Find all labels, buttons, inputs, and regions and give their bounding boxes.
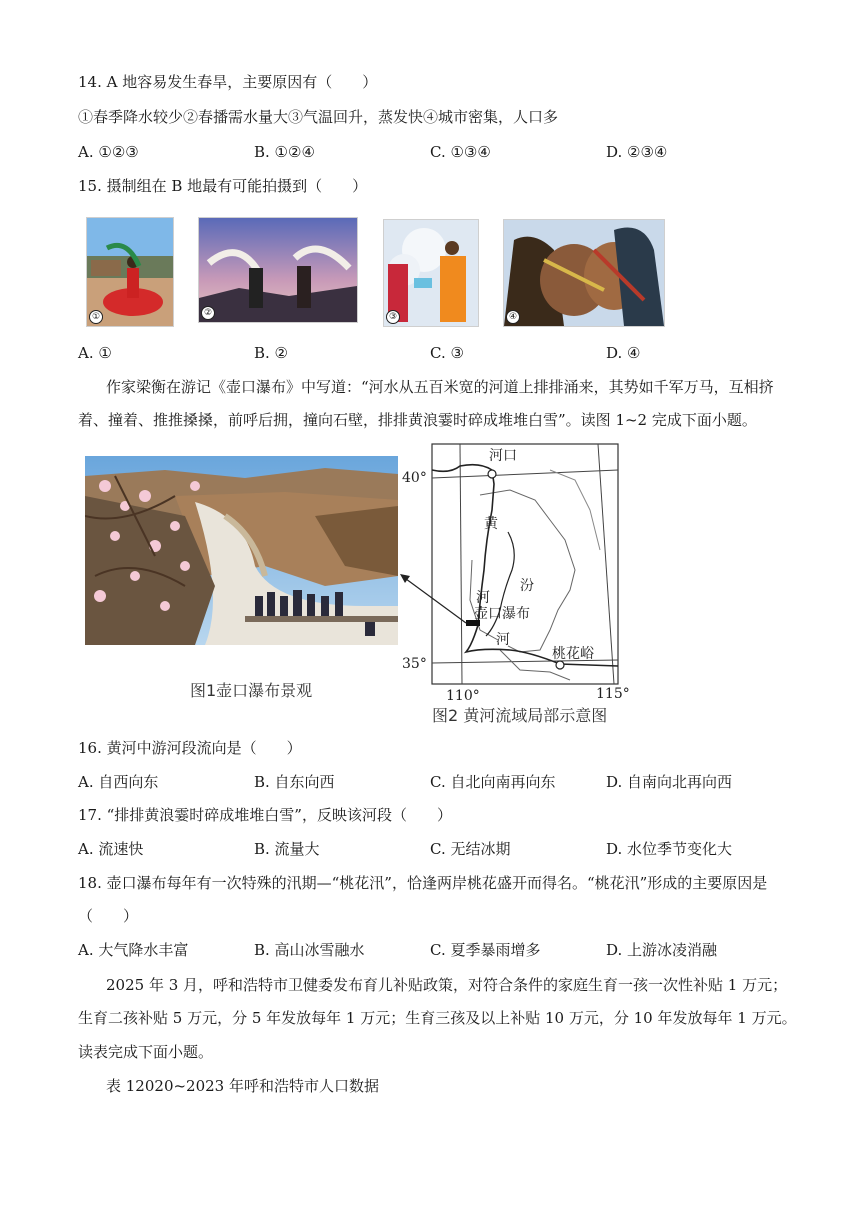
- label-lat-35: 35°: [402, 656, 427, 672]
- q15-stem: 15. 摄制组在 B 地最有可能拍摄到（ ）: [78, 177, 368, 195]
- q16-option-a: A. 自西向东: [78, 773, 159, 791]
- q18-option-b: B. 高山冰雪融水: [254, 941, 365, 959]
- q16-option-c: C. 自北向南再向东: [430, 773, 556, 791]
- q14-option-c: C. ①③④: [430, 143, 491, 161]
- passage2-line3: 读表完成下面小题。: [78, 1043, 214, 1061]
- label-fen: 汾: [520, 578, 534, 594]
- q14-stem: 14. A 地容易发生春旱，主要原因有（ ）: [78, 73, 378, 91]
- photo-3-badge: ③: [386, 310, 400, 324]
- q18-option-d: D. 上游冰凌消融: [606, 941, 718, 959]
- q14-option-a: A. ①②③: [78, 143, 139, 161]
- label-lon-115: 115°: [596, 686, 630, 702]
- hekou-marker: [488, 470, 496, 478]
- q17-option-b: B. 流量大: [254, 840, 320, 858]
- label-he1: 河: [476, 590, 490, 606]
- q17-option-d: D. 水位季节变化大: [606, 840, 733, 858]
- q17-option-a: A. 流速快: [78, 840, 144, 858]
- photo-4-badge: ④: [506, 310, 520, 324]
- figure2-map: [400, 440, 640, 730]
- q15-option-a: A. ①: [78, 344, 112, 362]
- taohuayu-marker: [556, 661, 564, 669]
- q16-stem: 16. 黄河中游河段流向是（ ）: [78, 739, 302, 757]
- photo-3-water-festival: [383, 219, 479, 327]
- q16-option-b: B. 自东向西: [254, 773, 335, 791]
- figure2-caption: 图2 黄河流域局部示意图: [432, 706, 608, 725]
- label-lon-110: 110°: [446, 688, 480, 704]
- q14-option-b: B. ①②④: [254, 143, 315, 161]
- q14-reasons: ①春季降水较少②春播需水量大③气温回升，蒸发快④城市密集，人口多: [78, 108, 559, 126]
- label-lat-40: 40°: [402, 470, 427, 486]
- label-huang: 黄: [484, 516, 498, 532]
- figure1-caption: 图1壶口瀑布景观: [190, 681, 313, 700]
- photo-1-dancer: [86, 217, 174, 327]
- q18-option-c: C. 夏季暴雨增多: [430, 941, 541, 959]
- q15-option-c: C. ③: [430, 344, 464, 362]
- q18-option-a: A. 大气降水丰富: [78, 941, 189, 959]
- q17-option-c: C. 无结冰期: [430, 840, 511, 858]
- passage2-line2: 生育二孩补贴 5 万元，分 5 年发放每年 1 万元；生育三孩及以上补贴 10 万元，分 10 年发放每年 1 万元。: [78, 1009, 797, 1027]
- label-taohuayu: 桃花峪: [552, 646, 594, 662]
- figure1-waterfall-photo: [85, 456, 398, 645]
- q15-option-d: D. ④: [606, 344, 641, 362]
- photo-4-wrestlers: [503, 219, 665, 327]
- passage1-line2: 着、撞着、推推搡搡，前呼后拥，撞向石壁，排排黄浪霎时碎成堆堆白雪”。读图 1~2 完成下面小题。: [78, 411, 757, 429]
- q18-stem: 18. 壶口瀑布每年有一次特殊的汛期—“桃花汛”，恰逢两岸桃花盛开而得名。“桃花汛”形成的主要原因是: [78, 874, 768, 892]
- photo-2-badge: ②: [201, 306, 215, 320]
- q15-option-b: B. ②: [254, 344, 289, 362]
- pointer-arrowhead: [400, 574, 410, 583]
- q18-blank: （ ）: [78, 907, 139, 925]
- passage1-line1: 作家梁衡在游记《壶口瀑布》中写道：“河水从五百米宽的河道上排排涌来，其势如千军万马，互相挤: [106, 378, 774, 396]
- q17-stem: 17. “排排黄浪霎时碎成堆堆白雪”，反映该河段（ ）: [78, 806, 452, 824]
- label-hukou: 壶口瀑布: [474, 606, 530, 622]
- table1-title: 表 12020~2023 年呼和浩特市人口数据: [106, 1077, 379, 1095]
- q14-option-d: D. ②③④: [606, 143, 668, 161]
- label-hekou: 河口: [489, 448, 517, 464]
- passage2-line1: 2025 年 3 月，呼和浩特市卫健委发布育儿补贴政策，对符合条件的家庭生育一孩一次性补贴 1 万元；: [106, 976, 788, 994]
- label-he2: 河: [496, 632, 510, 648]
- photo-2-sleeve-dancers: [198, 217, 358, 323]
- q16-option-d: D. 自南向北再向西: [606, 773, 733, 791]
- photo-1-badge: ①: [89, 310, 103, 324]
